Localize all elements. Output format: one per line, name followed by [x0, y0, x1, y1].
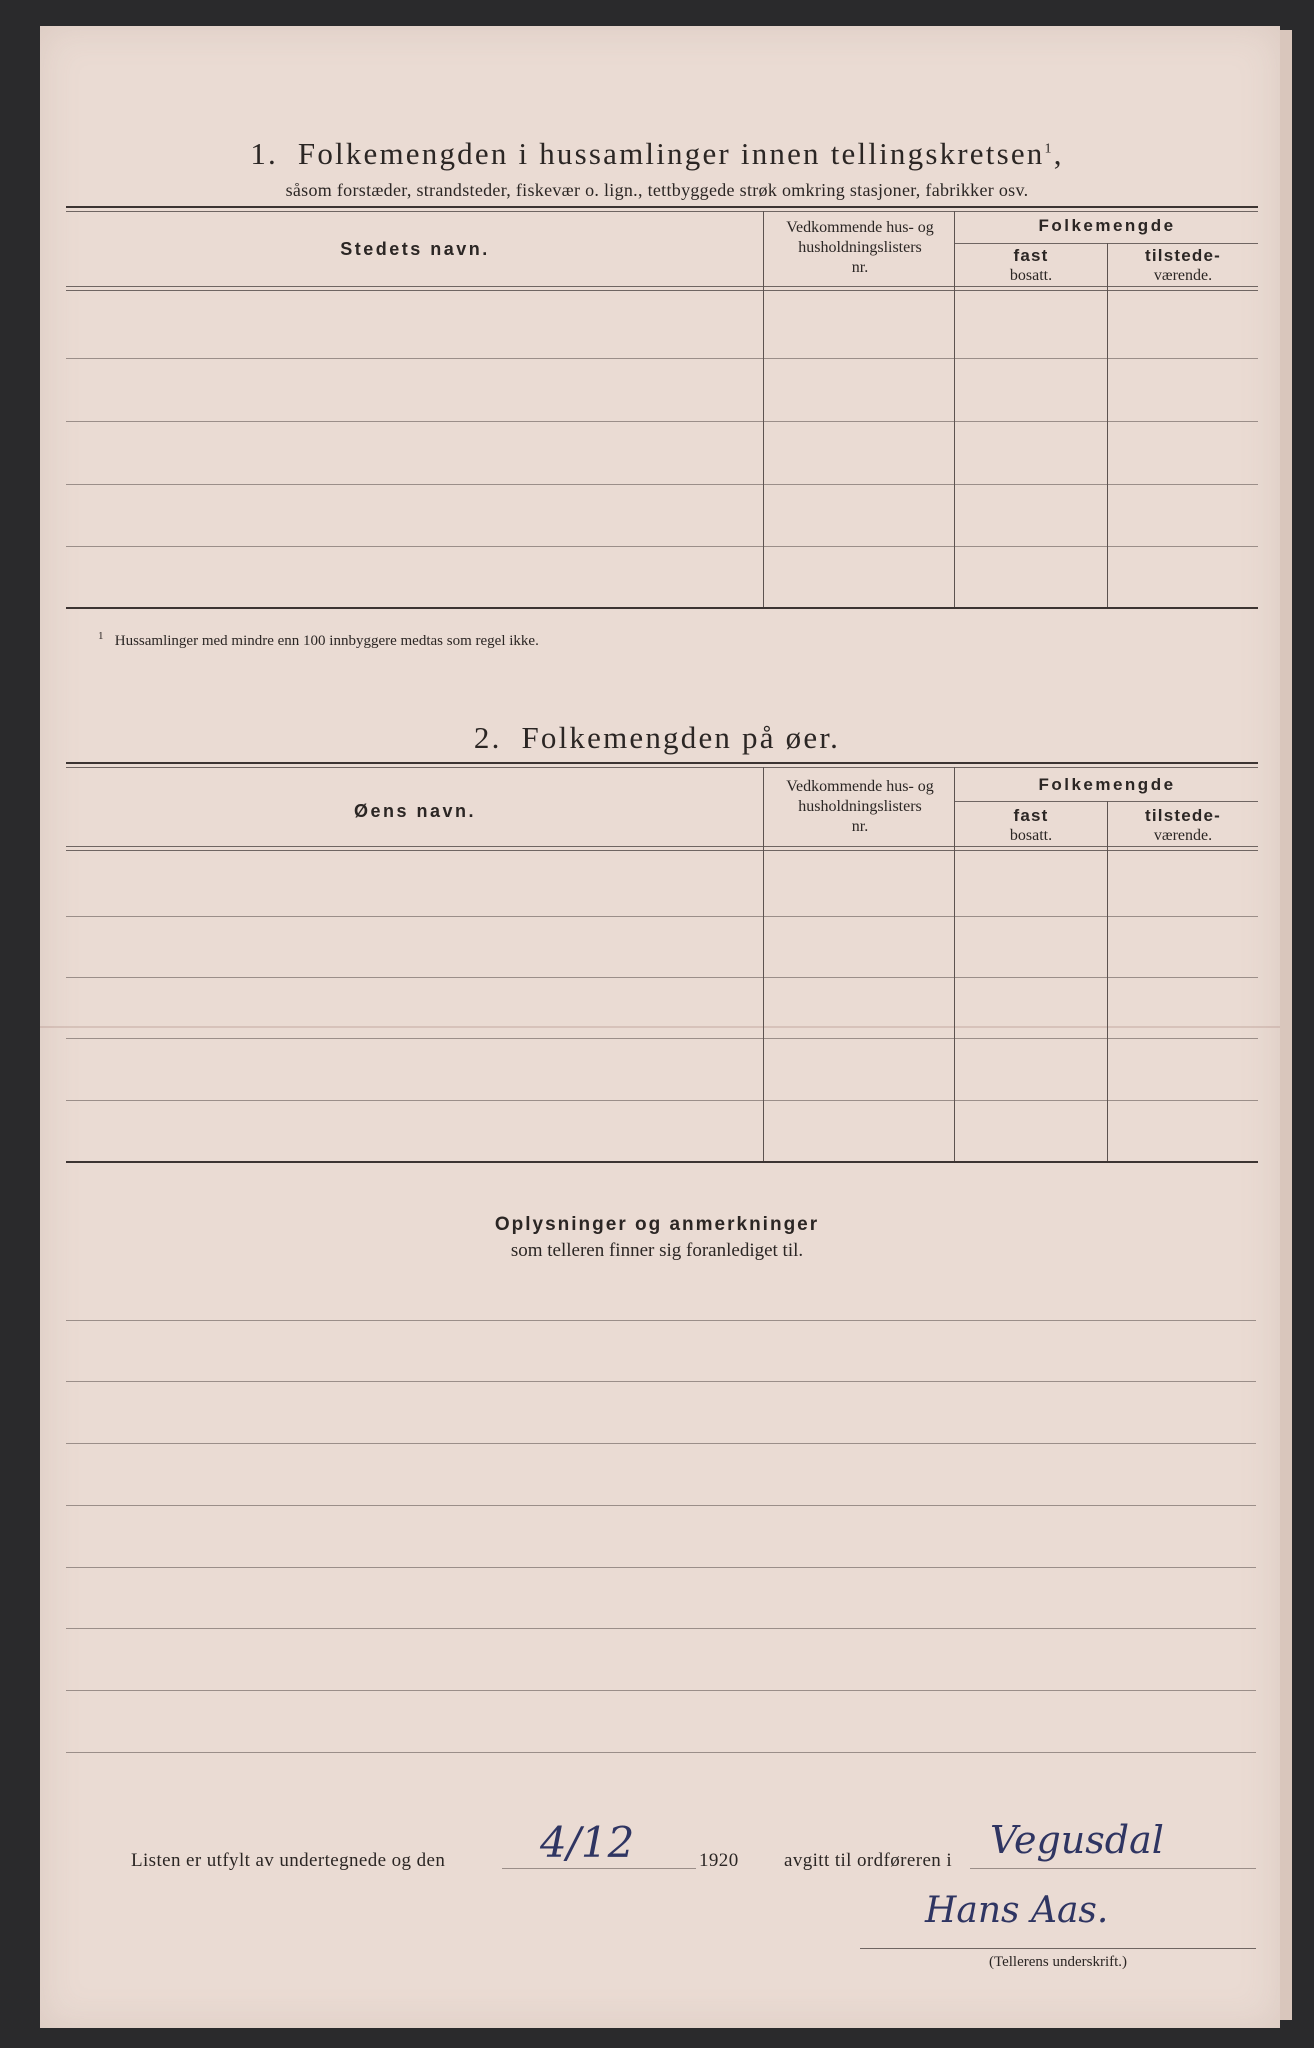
- table1-col-fast-sub: bosatt.: [1009, 267, 1053, 284]
- table1-col-list-line2: husholdningslisters: [798, 239, 922, 256]
- table1-row-line: [66, 421, 1258, 422]
- table2-row-line: [66, 1038, 1258, 1039]
- notes-line: [66, 1752, 1256, 1753]
- section1-subtitle: såsom forstæder, strandsteder, fiskevær o. lign., tettbyggede strøk omkring stasjoner, fabrikker osv.: [285, 180, 1029, 200]
- table1-col-list-header: [766, 218, 954, 278]
- page-edge: [1280, 30, 1292, 2020]
- table2-col-divider: [954, 767, 955, 1161]
- table2-col-fast-bold: fast: [1013, 806, 1049, 825]
- table1-col-divider: [954, 211, 955, 607]
- section1-footnote-mark: 1: [98, 630, 104, 642]
- table1-row-line: [66, 546, 1258, 547]
- table2-row-line: [66, 916, 1258, 917]
- table2-col-divider: [1107, 801, 1108, 1161]
- table2-col-tilst-sub: værende.: [1153, 827, 1213, 844]
- signature-line: [860, 1948, 1256, 1949]
- section1-number: 1.: [250, 136, 278, 171]
- table1-col-name-header: Stedets navn.: [340, 239, 490, 259]
- table2-col-divider: [763, 767, 764, 1161]
- notes-line: [66, 1628, 1256, 1629]
- table1-col-tilst-sub: værende.: [1153, 267, 1213, 284]
- table2-top-rule-thin: [66, 767, 1258, 768]
- signature-text-after-year: avgitt til ordføreren i: [784, 1850, 953, 1871]
- page-fold: [40, 1026, 1280, 1028]
- section1-title-footnote-ref: 1: [1044, 141, 1054, 157]
- handwritten-place: Vegusdal: [990, 1818, 1164, 1862]
- table2-col-list-line3: nr.: [851, 818, 869, 835]
- table2-col-list-line1: Vedkommende hus- og: [786, 778, 934, 795]
- notes-line: [66, 1505, 1256, 1506]
- date-fill-line: [502, 1868, 696, 1869]
- notes-title: Oplysninger og anmerkninger: [494, 1214, 820, 1235]
- table1-col-divider: [763, 211, 764, 607]
- table1-col-divider: [1107, 243, 1108, 607]
- signature-year: 1920: [699, 1850, 739, 1871]
- table2-col-name-header: Øens navn.: [353, 801, 477, 821]
- notes-line: [66, 1690, 1256, 1691]
- table1-col-tilst-bold: tilstede-: [1145, 246, 1221, 265]
- section1-title-text: Folkemengden i hussamlinger innen tellingskretsen: [297, 136, 1045, 171]
- table1-col-fast-header: [955, 246, 1107, 286]
- section1-title-suffix: ,: [1053, 136, 1064, 171]
- table1-header-rule-2: [66, 290, 1258, 291]
- section1-title: [0, 136, 1314, 172]
- table2-col-list-line2: husholdningslisters: [798, 798, 922, 815]
- table1-col-list-line3: nr.: [851, 259, 869, 276]
- section2-title: [0, 720, 1314, 756]
- table2-header-rule: [66, 846, 1258, 847]
- handwritten-signature: Hans Aas.: [925, 1890, 1109, 1931]
- table2-row-line: [66, 977, 1258, 978]
- section2-number: 2.: [473, 720, 502, 755]
- table1-col-fast-bold: fast: [1013, 246, 1049, 265]
- table1-top-rule: [66, 206, 1258, 208]
- table1-top-rule-thin: [66, 211, 1258, 212]
- notes-line: [66, 1320, 1256, 1321]
- table2-row-line: [66, 1100, 1258, 1101]
- table2-bottom-rule: [66, 1161, 1258, 1163]
- table1-row-line: [66, 484, 1258, 485]
- table1-col-pop-header: Folkemengde: [1038, 216, 1176, 235]
- notes-line: [66, 1443, 1256, 1444]
- table1-bottom-rule: [66, 607, 1258, 609]
- table2-col-tilst-header: [1108, 806, 1258, 846]
- section1-footnote: [98, 630, 539, 650]
- handwritten-date: 4/12: [540, 1818, 635, 1867]
- signature-caption: (Tellerens underskrift.): [988, 1954, 1128, 1970]
- table2-col-tilst-bold: tilstede-: [1145, 806, 1221, 825]
- section2-title-text: Folkemengden på øer.: [521, 720, 841, 755]
- notes-subtitle: som telleren finner sig foranlediget til.: [510, 1240, 804, 1261]
- signature-text-before-date: Listen er utfylt av undertegnede og den: [131, 1850, 446, 1871]
- table2-col-pop-header: Folkemengde: [1038, 775, 1176, 794]
- table1-row-line: [66, 358, 1258, 359]
- table2-col-fast-header: [955, 806, 1107, 846]
- table1-col-tilst-header: [1108, 246, 1258, 286]
- table2-col-fast-sub: bosatt.: [1009, 827, 1053, 844]
- notes-line: [66, 1567, 1256, 1568]
- table2-header-rule-2: [66, 850, 1258, 851]
- table2-top-rule: [66, 762, 1258, 764]
- section1-footnote-text: Hussamlinger med mindre enn 100 innbyggere medtas som regel ikke.: [114, 633, 539, 649]
- notes-line: [66, 1381, 1256, 1382]
- table2-col-list-header: [766, 777, 954, 837]
- place-fill-line: [970, 1868, 1256, 1869]
- table1-col-list-line1: Vedkommende hus- og: [786, 219, 934, 236]
- table1-header-rule: [66, 286, 1258, 287]
